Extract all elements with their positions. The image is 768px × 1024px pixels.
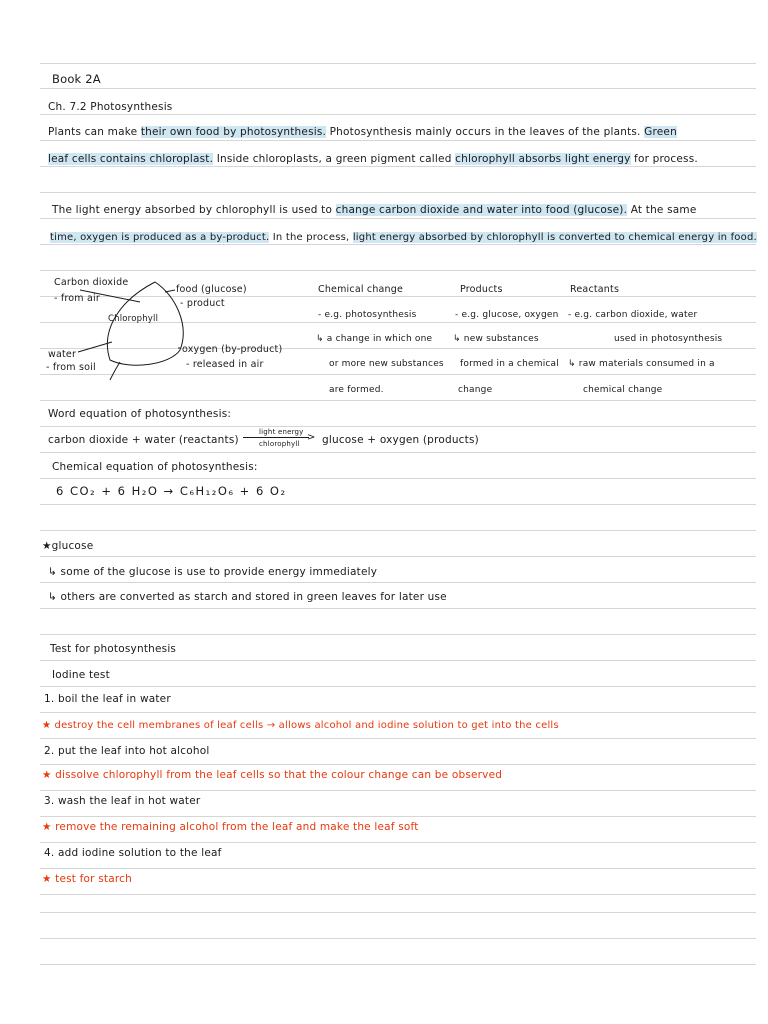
highlight: change carbon dioxide and water into food (glucose).: [335, 204, 628, 216]
test-subtitle: Iodine test: [52, 669, 110, 681]
r3c3: ↳ raw materials consumed in a: [568, 359, 715, 369]
leaf-stem: [110, 362, 120, 380]
ruled-line: [40, 894, 756, 895]
ruled-line: [40, 964, 756, 965]
ruled-line: [40, 582, 756, 583]
arrow-label-bottom: chlorophyll: [259, 440, 300, 448]
intro-text: for process.: [634, 153, 698, 165]
r4c1: are formed.: [329, 385, 384, 395]
r3c2: formed in a chemical: [460, 359, 559, 369]
glucose-point-2: ↳ others are converted as starch and stored in green leaves for later use: [48, 591, 447, 603]
highlight: light energy absorbed by chlorophyll is converted to chemical energy in food.: [352, 232, 757, 243]
ruled-line: [40, 192, 756, 193]
intro-text: Photosynthesis mainly occurs in the leaves of the plants.: [329, 126, 641, 138]
ruled-line: [40, 63, 756, 64]
diagram-product: - product: [180, 298, 225, 309]
book-label: Book 2A: [52, 72, 101, 86]
intro-text: Inside chloroplasts, a green pigment called: [216, 153, 452, 165]
energy-line-1: [52, 204, 697, 217]
highlight: their own food by photosynthesis.: [140, 126, 327, 138]
word-equation-title: Word equation of photosynthesis:: [48, 408, 232, 420]
ruled-line: [40, 608, 756, 609]
col-products: Products: [460, 284, 503, 295]
highlight: time, oxygen is produced as a by-product.: [50, 232, 270, 243]
glucose-title: ★glucose: [42, 540, 94, 552]
reaction-arrow: [243, 437, 309, 438]
word-equation-left: carbon dioxide + water (reactants): [48, 434, 239, 446]
highlight: chlorophyll absorbs light energy: [455, 153, 631, 165]
ruled-line: [40, 218, 756, 219]
note-1: ★ destroy the cell membranes of leaf cells → allows alcohol and iodine solution to get into the cells: [42, 720, 559, 731]
water-arrow: [78, 342, 112, 352]
chapter-title: Ch. 7.2 Photosynthesis: [48, 101, 173, 113]
energy-text: The light energy absorbed by chlorophyll is used to: [52, 204, 333, 216]
chemical-equation-title: Chemical equation of photosynthesis:: [52, 461, 258, 473]
diagram-water: water: [48, 349, 77, 360]
food-arrow: [165, 290, 175, 292]
r2c2: ↳ new substances: [453, 334, 539, 344]
ruled-line: [40, 712, 756, 713]
r4c2: change: [458, 385, 493, 395]
energy-text: At the same: [630, 204, 697, 216]
test-title: Test for photosynthesis: [50, 643, 177, 655]
ruled-line: [40, 452, 756, 453]
r3c1: or more new substances: [329, 359, 444, 369]
r2c3: used in photosynthesis: [614, 334, 723, 344]
ruled-line: [40, 244, 756, 245]
ruled-line: [40, 556, 756, 557]
ruled-line: [40, 738, 756, 739]
ruled-line: [40, 88, 756, 89]
energy-text: In the process,: [272, 232, 350, 243]
glucose-point-1: ↳ some of the glucose is use to provide energy immediately: [48, 566, 378, 578]
energy-line-2: [50, 231, 757, 244]
intro-text: Plants can make: [48, 126, 138, 138]
ruled-line: [40, 426, 756, 427]
col-chemical-change: Chemical change: [318, 284, 404, 295]
step-4: 4. add iodine solution to the leaf: [44, 847, 222, 859]
note-2: ★ dissolve chlorophyll from the leaf cells so that the colour change can be observed: [42, 769, 503, 781]
ruled-line: [40, 842, 756, 843]
word-equation-right: glucose + oxygen (products): [322, 434, 479, 446]
diagram-co2-source: - from air: [54, 293, 100, 304]
ruled-line: [40, 166, 756, 167]
chemical-equation: 6 CO₂ + 6 H₂O → C₆H₁₂O₆ + 6 O₂: [56, 484, 287, 498]
ruled-line: [40, 868, 756, 869]
ruled-line: [40, 400, 756, 401]
ruled-line: [40, 504, 756, 505]
ruled-line: [40, 140, 756, 141]
diagram-water-source: - from soil: [46, 362, 96, 373]
col-reactants: Reactants: [570, 284, 620, 295]
highlight: leaf cells contains chloroplast.: [48, 153, 214, 165]
r2c1: ↳ a change in which one: [316, 334, 433, 344]
arrow-head-icon: >: [307, 432, 316, 443]
diagram-chlorophyll: Chlorophyll: [108, 314, 159, 324]
diagram-released: - released in air: [186, 359, 264, 370]
diagram-food: food (glucose): [176, 284, 247, 295]
ruled-line: [40, 816, 756, 817]
r1c1: - e.g. photosynthesis: [318, 310, 417, 320]
r1c3: - e.g. carbon dioxide, water: [568, 310, 698, 320]
ruled-line: [40, 912, 756, 913]
intro-line-2: [48, 153, 698, 166]
step-3: 3. wash the leaf in hot water: [44, 795, 201, 807]
step-2: 2. put the leaf into hot alcohol: [44, 745, 210, 757]
ruled-line: [40, 764, 756, 765]
diagram-co2: Carbon dioxide: [54, 277, 129, 288]
ruled-line: [40, 790, 756, 791]
intro-line-1: [48, 126, 677, 139]
ruled-line: [40, 660, 756, 661]
ruled-line: [40, 938, 756, 939]
ruled-line: [40, 114, 756, 115]
diagram-oxygen: oxygen (by-product): [182, 344, 283, 355]
r4c3: chemical change: [583, 385, 663, 395]
ruled-line: [40, 478, 756, 479]
ruled-line: [40, 634, 756, 635]
r1c2: - e.g. glucose, oxygen: [455, 310, 559, 320]
note-4: ★ test for starch: [42, 873, 132, 885]
ruled-line: [40, 686, 756, 687]
highlight: Green: [644, 126, 677, 138]
ruled-line: [40, 530, 756, 531]
step-1: 1. boil the leaf in water: [44, 693, 171, 705]
note-3: ★ remove the remaining alcohol from the leaf and make the leaf soft: [42, 821, 419, 833]
arrow-label-top: light energy: [259, 428, 304, 436]
